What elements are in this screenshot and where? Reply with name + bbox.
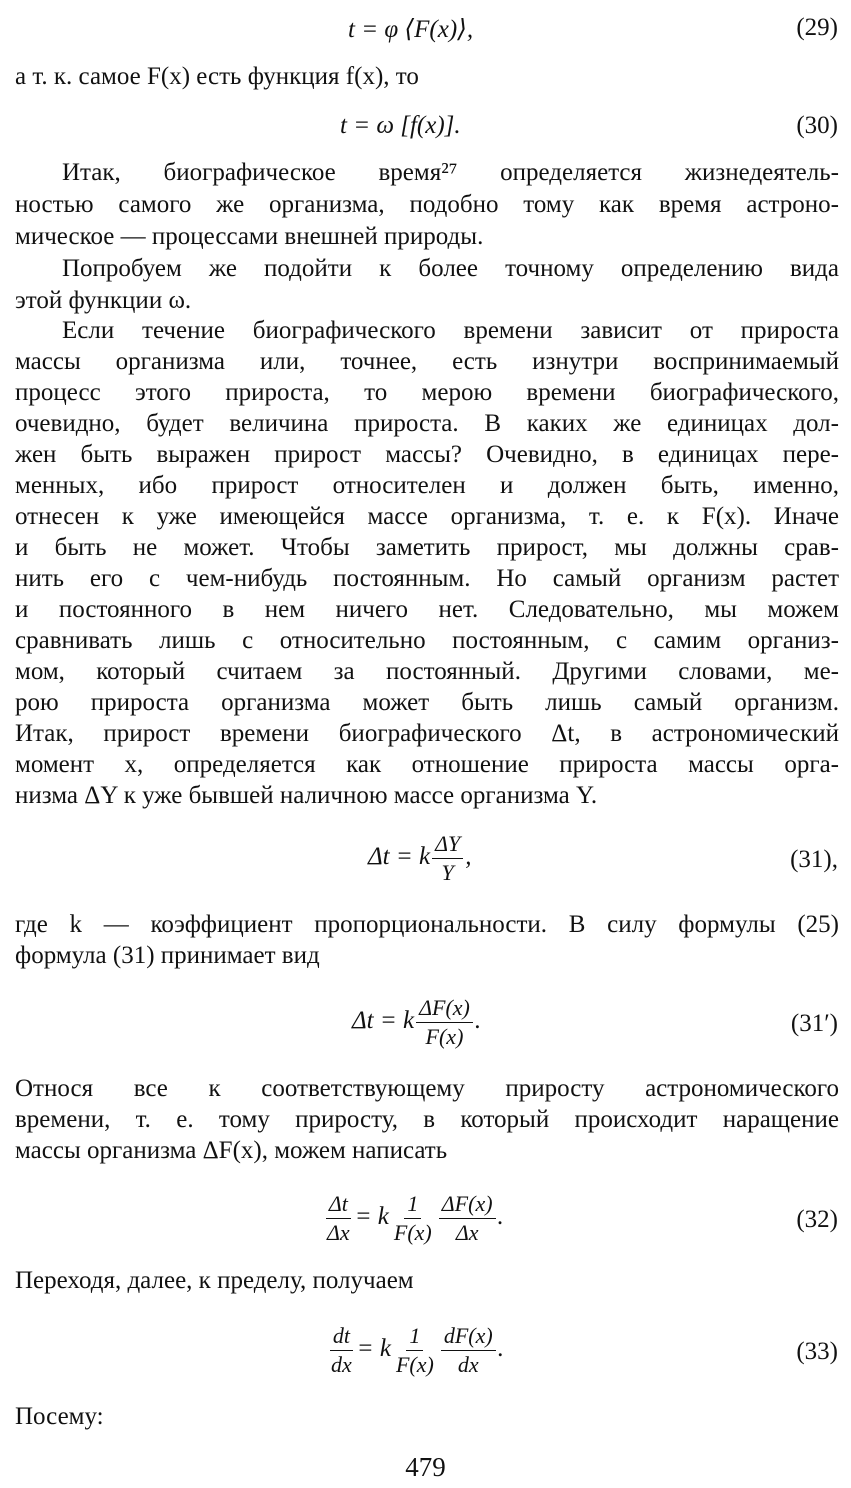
text-line: жен быть выражен прирост массы? Очевидно, в единицах пере- xyxy=(15,441,839,468)
text-line: массы организма ΔF(x), можем написать xyxy=(15,1137,448,1164)
fraction-numerator: ΔY xyxy=(432,832,463,859)
formula-32-expression xyxy=(322,1192,504,1245)
text-line: низма ΔY к уже бывшей наличною массе организма Y. xyxy=(15,782,598,809)
formula-32-left-fraction xyxy=(324,1192,353,1245)
text-line: и быть не может. Чтобы заметить прирост, мы должны срав- xyxy=(15,534,839,561)
fraction-denominator: F(x) xyxy=(425,1024,464,1049)
formula-33-tail: . xyxy=(497,1335,504,1363)
formula-33-left-fraction xyxy=(328,1324,355,1377)
formula-29-expression: t = φ ⟨F(x)⟩, xyxy=(348,16,474,43)
text-line: Если течение биографического времени зависит от прироста xyxy=(62,317,839,344)
formula-32-tail: . xyxy=(497,1203,504,1231)
fraction-denominator: dx xyxy=(457,1352,479,1377)
formula-32-number: (32) xyxy=(796,1206,838,1233)
text-line: Итак, прирост времени биографического Δt, в астрономический xyxy=(15,720,839,747)
formula-31-fraction xyxy=(432,832,463,885)
formula-33-number: (33) xyxy=(796,1338,838,1365)
text-line: отнесен к уже имеющейся массе организма, т. е. к F(x). Иначе xyxy=(15,503,839,530)
text-line: а т. к. самое F(x) есть функция f(x), то xyxy=(15,63,419,90)
formula-30-expression: t = ω [f(x)]. xyxy=(340,112,461,139)
formula-32-fraction-1 xyxy=(391,1192,435,1245)
text-line: нить его с чем-нибудь постоянным. Но самый организм растет xyxy=(15,565,839,592)
text-line: Попробуем же подойти к более точному определению вида xyxy=(62,255,839,282)
text-line: мом, который считаем за постоянный. Другими словами, ме- xyxy=(15,658,839,685)
formula-31-prime-expression xyxy=(352,996,481,1049)
fraction-numerator: dF(x) xyxy=(441,1324,496,1351)
page-number: 479 xyxy=(405,1452,446,1482)
formula-33-fraction-1 xyxy=(393,1324,437,1377)
text-line: где k — коэффициент пропорциональности. В силу формулы (25) xyxy=(15,911,839,938)
text-line: менных, ибо прирост относителен и должен быть, именно, xyxy=(15,472,839,499)
fraction-numerator: 1 xyxy=(406,1324,423,1351)
text-line: этой функции ω. xyxy=(15,287,192,314)
fraction-numerator: 1 xyxy=(404,1192,421,1219)
formula-32-equals: = k xyxy=(354,1203,389,1231)
text-line: рою прироста организма может быть лишь самый организм. xyxy=(15,689,839,716)
formula-29-number: (29) xyxy=(796,14,838,41)
text-line: процесс этого прироста, то мерою времени биографического, xyxy=(15,379,839,406)
formula-31-prime-tail: . xyxy=(474,1007,482,1035)
text-line: ностью самого же организма, подобно тому как время астроно- xyxy=(15,191,839,218)
formula-31 xyxy=(0,826,851,886)
fraction-numerator: Δt xyxy=(326,1192,351,1219)
fraction-denominator: dx xyxy=(331,1352,352,1377)
formula-32-fraction-2 xyxy=(439,1192,496,1245)
text-line: массы организма или, точнее, есть изнутри воспринимаемый xyxy=(15,348,839,375)
formula-31-prime xyxy=(0,990,851,1050)
fraction-denominator: Δx xyxy=(327,1220,350,1245)
text-line: мическое — процессами внешней природы. xyxy=(15,223,484,250)
fraction-numerator: ΔF(x) xyxy=(439,1192,496,1219)
fraction-denominator: F(x) xyxy=(393,1220,432,1245)
text-line: Относя все к соответствующему приросту астрономического xyxy=(15,1075,839,1102)
formula-32 xyxy=(0,1186,851,1246)
formula-31-expression xyxy=(368,832,472,885)
text-line: Переходя, далее, к пределу, получаем xyxy=(15,1267,414,1294)
fraction-numerator: dt xyxy=(330,1324,353,1351)
formula-30-number: (30) xyxy=(796,112,838,139)
fraction-denominator: Y xyxy=(441,860,454,885)
formula-33-equals: = k xyxy=(356,1335,391,1363)
text-line: Посему: xyxy=(15,1403,104,1430)
fraction-denominator: Δx xyxy=(455,1220,479,1245)
text-line: Итак, биографическое время²⁷ определяется жизнедеятель- xyxy=(62,159,839,186)
formula-31-lhs: Δt = k xyxy=(368,843,431,871)
text-line: формула (31) принимает вид xyxy=(15,942,320,969)
formula-31-prime-number: (31′) xyxy=(790,1010,838,1037)
text-line: сравнивать лишь с относительно постоянным, с самим организ- xyxy=(15,627,839,654)
text-line: момент x, определяется как отношение прироста массы орга- xyxy=(15,751,839,778)
formula-31-number: (31), xyxy=(790,846,838,873)
fraction-numerator: ΔF(x) xyxy=(416,996,473,1023)
text-line: очевидно, будет величина прироста. В каких же единицах дол- xyxy=(15,410,839,437)
formula-31-prime-lhs: Δt = k xyxy=(352,1007,415,1035)
formula-33-expression xyxy=(326,1324,504,1377)
fraction-denominator: F(x) xyxy=(395,1352,434,1377)
formula-31-tail: , xyxy=(465,843,472,871)
formula-33 xyxy=(0,1318,851,1378)
text-line: и постоянного в нем ничего нет. Следовательно, мы можем xyxy=(15,596,839,623)
text-line: времени, т. е. тому приросту, в который происходит наращение xyxy=(15,1106,839,1133)
formula-33-fraction-2 xyxy=(441,1324,496,1377)
formula-31-prime-fraction xyxy=(416,996,473,1049)
